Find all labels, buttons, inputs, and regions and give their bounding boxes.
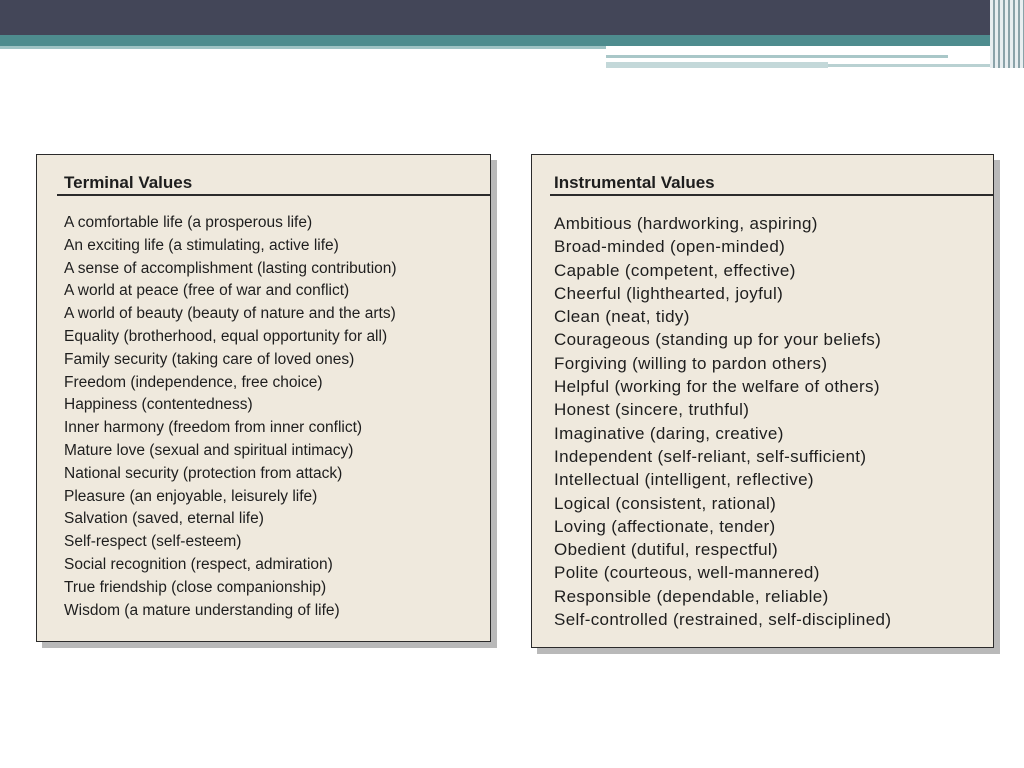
terminal-values-heading: Terminal Values	[64, 173, 193, 192]
instrumental-value-item: Broad-minded (open-minded)	[554, 237, 786, 257]
instrumental-value-item: Ambitious (hardworking, aspiring)	[554, 214, 818, 233]
instrumental-value-item: Courageous (standing up for your beliefs)	[554, 330, 882, 350]
terminal-value-item: True friendship (close companionship)	[64, 578, 327, 596]
slide-banner-accent-line	[606, 62, 828, 68]
terminal-value-item: Freedom (independence, free choice)	[64, 373, 323, 391]
terminal-value-item: Happiness (contentedness)	[64, 396, 253, 414]
instrumental-value-item: Imaginative (daring, creative)	[554, 423, 784, 443]
instrumental-value-item: Capable (competent, effective)	[554, 260, 796, 280]
instrumental-value-item: Loving (affectionate, tender)	[554, 516, 776, 536]
terminal-value-item: Inner harmony (freedom from inner conflict)	[64, 419, 363, 437]
instrumental-values-table	[531, 154, 994, 648]
terminal-value-item: Family security (taking care of loved ones)	[64, 350, 355, 368]
instrumental-value-item: Clean (neat, tidy)	[554, 307, 690, 327]
terminal-value-item: Social recognition (respect, admiration)	[64, 555, 333, 573]
slide-banner-stripes	[990, 0, 1024, 68]
terminal-value-item: Self-respect (self-esteem)	[64, 533, 242, 551]
instrumental-value-item: Logical (consistent, rational)	[554, 493, 777, 513]
terminal-value-item: A world at peace (free of war and conflict)	[64, 282, 350, 300]
terminal-value-item: A world of beauty (beauty of nature and the arts)	[64, 305, 396, 323]
terminal-value-item: A sense of accomplishment (lasting contribution)	[64, 259, 397, 277]
slide-banner-accent-line	[0, 46, 606, 49]
instrumental-value-item: Cheerful (lighthearted, joyful)	[554, 283, 784, 303]
terminal-values-table	[36, 154, 491, 642]
slide-banner-teal	[0, 35, 1024, 46]
instrumental-value-item: Forgiving (willing to pardon others)	[554, 353, 828, 373]
slide-banner-accent-line	[828, 64, 998, 67]
instrumental-value-item: Polite (courteous, well-mannered)	[554, 563, 820, 583]
instrumental-value-item: Self-controlled (restrained, self-disciplined)	[554, 610, 892, 630]
instrumental-values-list	[554, 212, 891, 631]
terminal-value-item: Salvation (saved, eternal life)	[64, 510, 264, 528]
instrumental-value-item: Obedient (dutiful, respectful)	[554, 540, 779, 560]
instrumental-value-item: Helpful (working for the welfare of others)	[554, 377, 880, 397]
terminal-value-item: Mature love (sexual and spiritual intimacy)	[64, 441, 354, 459]
heading-divider	[550, 194, 993, 196]
terminal-value-item: National security (protection from attack)	[64, 464, 343, 482]
terminal-value-item: An exciting life (a stimulating, active life)	[64, 236, 339, 254]
instrumental-value-item: Independent (self-reliant, self-sufficient)	[554, 446, 867, 466]
heading-divider	[57, 194, 490, 196]
terminal-value-item: Equality (brotherhood, equal opportunity for all)	[64, 327, 388, 345]
terminal-value-item: Pleasure (an enjoyable, leisurely life)	[64, 487, 318, 505]
slide-banner-accent-line	[606, 55, 948, 58]
instrumental-value-item: Honest (sincere, truthful)	[554, 400, 750, 420]
terminal-value-item: A comfortable life (a prosperous life)	[64, 214, 313, 231]
instrumental-value-item: Intellectual (intelligent, reflective)	[554, 470, 814, 490]
slide-banner-dark	[0, 0, 1024, 35]
terminal-value-item: Wisdom (a mature understanding of life)	[64, 601, 340, 619]
terminal-values-list	[64, 212, 397, 622]
instrumental-values-heading: Instrumental Values	[554, 173, 715, 192]
instrumental-value-item: Responsible (dependable, reliable)	[554, 586, 829, 606]
